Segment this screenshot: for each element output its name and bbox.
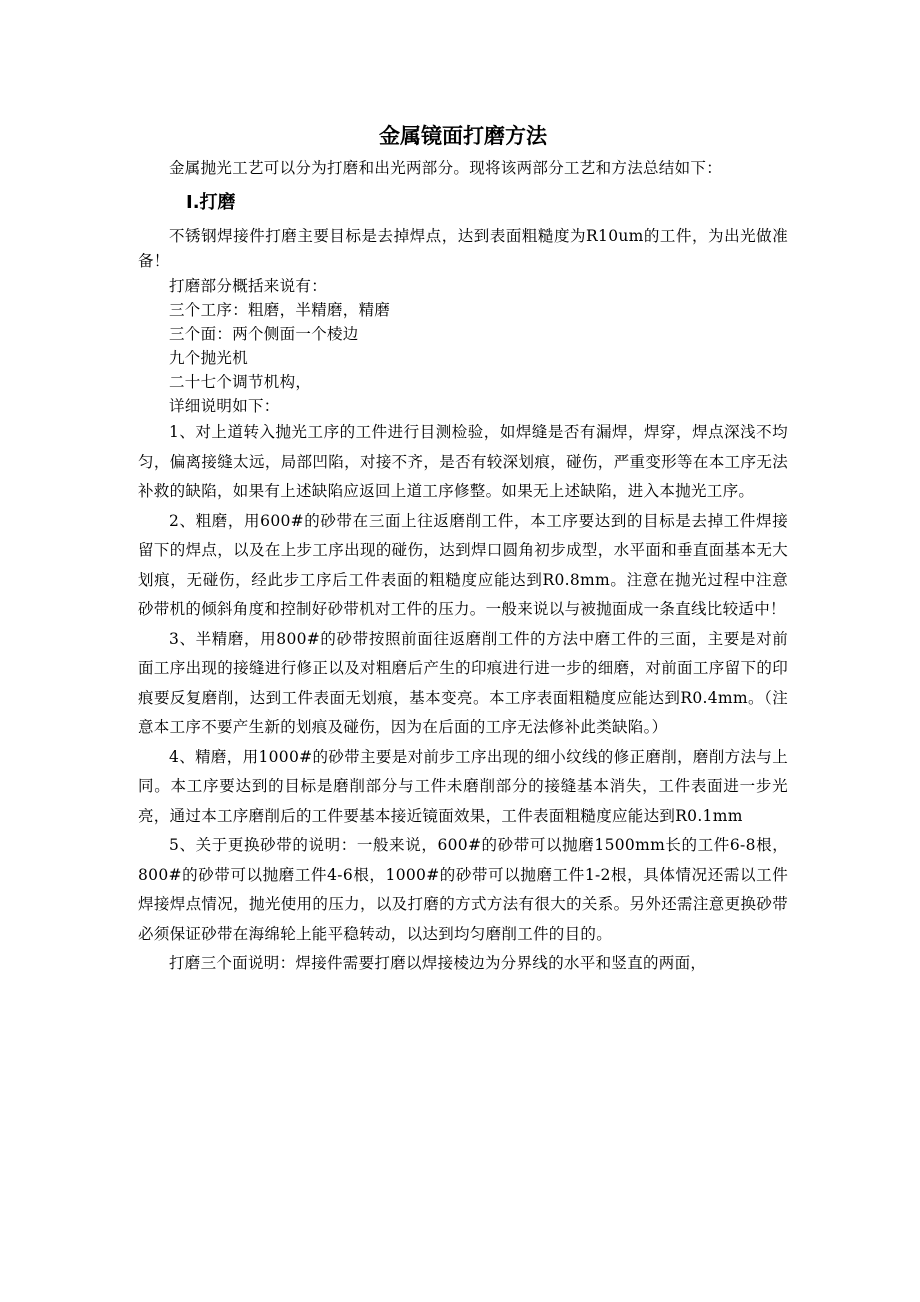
step-paragraph-5: 5、关于更换砂带的说明：一般来说，600#的砂带可以抛磨1500mm长的工件6-8根，800#的砂带可以抛磨工件4-6根，1000#的砂带可以抛磨工件1-2根，具体情况还需以工件焊接焊点情况，抛光使用的压力，以及打磨的方式方法有很大的关系。另外还需注意更换砂带必须保证砂带在海绵轮上能平稳转动，以达到均匀磨削工件的目的。 — [138, 836, 788, 943]
step-paragraph-2: 2、粗磨，用600#的砂带在三面上往返磨削工件，本工序要达到的目标是去掉工件焊接留下的焊点，以及在上步工序出现的碰伤，达到焊口圆角初步成型，水平面和垂直面基本无大划痕，无碰伤，经此步工序后工件表面的粗糙度应能达到R0.8mm。注意在抛光过程中注意砂带机的倾斜角度和控制好砂带机对工件的压力。一般来说以与被抛面成一条直线比较适中！ — [138, 511, 788, 618]
summary-line: 二十七个调节机构， — [169, 373, 312, 391]
section-intro-paragraph: 不锈钢焊接件打磨主要目标是去掉焊点，达到表面粗糙度为R10um的工件，为出光做准备！ — [138, 227, 788, 270]
intro-paragraph: 金属抛光工艺可以分为打磨和出光两部分。现将该两部分工艺和方法总结如下： — [169, 159, 723, 177]
summary-list — [138, 274, 788, 418]
step-paragraph-4: 4、精磨，用1000#的砂带主要是对前步工序出现的细小纹线的修正磨削，磨削方法与上同。本工序要达到的目标是磨削部分与工件未磨削部分的接缝基本消失，工件表面进一步光亮，通过本工序磨削后的工件要基本接近镜面效果，工件表面粗糙度应能达到R0.1mm — [138, 747, 788, 825]
summary-line: 九个抛光机 — [169, 349, 249, 367]
document-page — [138, 120, 788, 979]
step-paragraph-3: 3、半精磨，用800#的砂带按照前面往返磨削工件的方法中磨工件的三面，主要是对前面工序出现的接缝进行修正以及对粗磨后产生的印痕进行进一步的细磨，对前面工序留下的印痕要反复磨削，达到工件表面无划痕，基本变亮。本工序表面粗糙度应能达到R0.4mm。（注意本工序不要产生新的划痕及碰伤，因为在后面的工序无法修补此类缺陷。） — [138, 629, 788, 736]
summary-line: 打磨部分概括来说有： — [169, 277, 328, 295]
steps-list — [138, 418, 788, 979]
summary-line: 三个工序：粗磨，半精磨，精磨 — [169, 301, 391, 319]
step-paragraph-1: 1、对上道转入抛光工序的工件进行目测检验，如焊缝是否有漏焊，焊穿，焊点深浅不均匀，偏离接缝太远，局部凹陷，对接不齐，是否有较深划痕，碰伤，严重变形等在本工序无法补救的缺陷，如果有上述缺陷应返回上道工序修整。如果无上述缺陷，进入本抛光工序。 — [138, 423, 788, 500]
summary-line: 三个面：两个侧面一个棱边 — [169, 325, 359, 343]
summary-line: 详细说明如下： — [169, 397, 280, 415]
section-heading: Ⅰ.打磨 — [186, 192, 236, 213]
three-faces-paragraph: 打磨三个面说明：焊接件需要打磨以焊接棱边为分界线的水平和竖直的两面， — [169, 954, 707, 972]
document-title: 金属镜面打磨方法 — [379, 124, 547, 148]
